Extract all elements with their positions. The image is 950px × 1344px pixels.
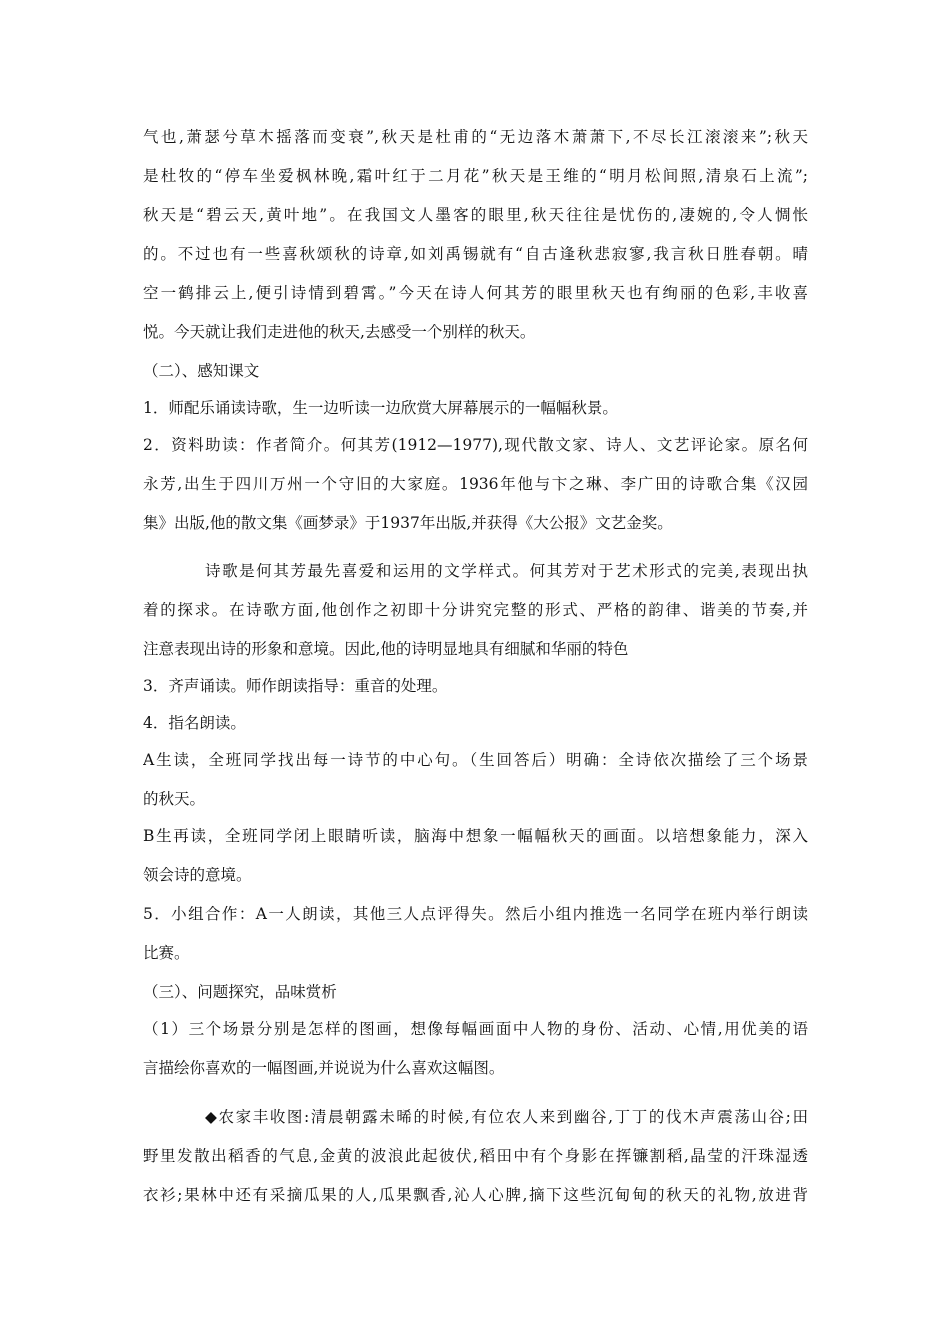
- text-line: 诗歌是何其芳最先喜爱和运用的文学样式。何其芳对于艺术形式的完美,表现出执: [205, 562, 808, 580]
- text-line: 秋天是“碧云天,黄叶地”。在我国文人墨客的眼里,秋天往往是忧伤的,凄婉的,令人惆怅: [143, 206, 808, 224]
- text-line: 2．资料助读：作者简介。何其芳(1912—1977),现代散文家、诗人、文艺评论家。原名何: [143, 436, 808, 454]
- text-line: A生读，全班同学找出每一诗节的中心句。（生回答后）明确：全诗依次描绘了三个场景: [143, 751, 808, 769]
- text-line: 领会诗的意境。: [143, 866, 252, 884]
- text-line: 的秋天。: [143, 790, 206, 808]
- text-line: 空一鹤排云上,便引诗情到碧霄。”今天在诗人何其芳的眼里秋天也有绚丽的色彩,丰收喜: [143, 284, 808, 302]
- text-line: 永芳,出生于四川万州一个守旧的大家庭。1936年他与卞之琳、李广田的诗歌合集《汉园: [143, 475, 808, 493]
- text-line: ◆农家丰收图:清晨朝露未晞的时候,有位农人来到幽谷,丁丁的伐木声震荡山谷;田: [205, 1108, 808, 1126]
- text-line: 野里发散出稻香的气息,金黄的波浪此起彼伏,稻田中有个身影在挥镰割稻,晶莹的汗珠湿透: [143, 1147, 808, 1165]
- text-line: 的。不过也有一些喜秋颂秋的诗章,如刘禹锡就有“自古逢秋悲寂寥,我言秋日胜春朝。晴: [143, 245, 808, 263]
- text-line: 悦。今天就让我们走进他的秋天,去感受一个别样的秋天。: [143, 323, 536, 341]
- text-line: 4．指名朗读。: [143, 714, 246, 732]
- text-line: B生再读，全班同学闭上眼睛听读，脑海中想象一幅幅秋天的画面。以培想象能力，深入: [143, 827, 808, 845]
- text-line: 着的探求。在诗歌方面,他创作之初即十分讲究完整的形式、严格的韵律、谐美的节奏,并: [143, 601, 808, 619]
- text-line: 5．小组合作：A一人朗读，其他三人点评得失。然后小组内推选一名同学在班内举行朗读: [143, 905, 808, 923]
- text-line: （1）三个场景分别是怎样的图画，想像每幅画面中人物的身份、活动、心情,用优美的语: [143, 1020, 808, 1038]
- text-line: （二）、感知课文: [143, 362, 260, 380]
- text-line: 集》出版,他的散文集《画梦录》于1937年出版,并获得《大公报》文艺金奖。: [143, 514, 673, 532]
- text-line: （三）、问题探究，品味赏析: [143, 983, 337, 1001]
- text-line: 1．师配乐诵读诗歌，生一边听读一边欣赏大屏幕展示的一幅幅秋景。: [143, 399, 618, 417]
- text-line: 比赛。: [143, 944, 190, 962]
- text-line: 3．齐声诵读。师作朗读指导：重音的处理。: [143, 677, 448, 695]
- text-line: 衣衫;果林中还有采摘瓜果的人,瓜果飘香,沁人心脾,摘下这些沉甸甸的秋天的礼物,放进背: [143, 1186, 808, 1204]
- text-line: 气也,萧瑟兮草木摇落而变衰”,秋天是杜甫的“无边落木萧萧下,不尽长江滚滚来”;秋天: [143, 128, 808, 146]
- text-line: 言描绘你喜欢的一幅图画,并说说为什么喜欢这幅图。: [143, 1059, 505, 1077]
- text-line: 是杜牧的“停车坐爱枫林晚,霜叶红于二月花”秋天是王维的“明月松间照,清泉石上流”;: [143, 167, 808, 185]
- text-line: 注意表现出诗的形象和意境。因此,他的诗明显地具有细腻和华丽的特色: [143, 640, 629, 658]
